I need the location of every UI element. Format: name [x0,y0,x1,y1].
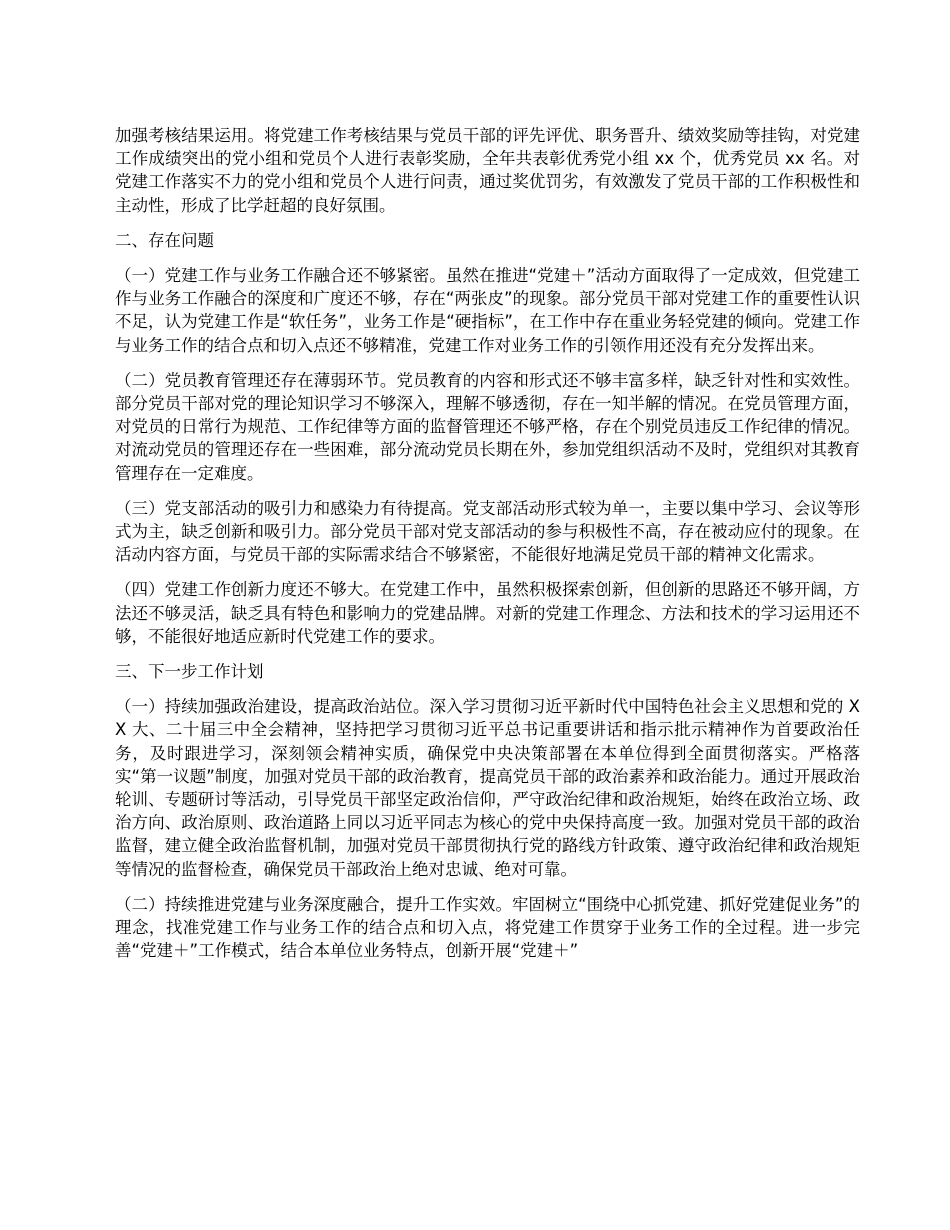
paragraph-problem-1: （一）党建工作与业务工作融合还不够紧密。虽然在推进“党建＋”活动方面取得了一定成效，但党建工作与业务工作融合的深度和广度还不够，存在“两张皮”的现象。部分党员干部对党建工作的重要性认识不足，认为党建工作是“软任务”，业务工作是“硬指标”，在工作中存在重业务轻党建的倾向。党建工作与业务工作的结合点和切入点还不够精准，党建工作对业务工作的引领作用还没有充分发挥出来。 [115,266,860,355]
paragraph-plan-2: （二）持续推进党建与业务深度融合，提升工作实效。牢固树立“围绕中心抓党建、抓好党建促业务”的理念，找准党建工作与业务工作的结合点和切入点，将党建工作贯穿于业务工作的全过程。进一步完善“党建＋”工作模式，结合本单位业务特点，创新开展“党建＋” [115,894,860,961]
paragraph-problem-3: （三）党支部活动的吸引力和感染力有待提高。党支部活动形式较为单一，主要以集中学习、会议等形式为主，缺乏创新和吸引力。部分党员干部对党支部活动的参与积极性不高，存在被动应付的现象。在活动内容方面，与党员干部的实际需求结合不够紧密，不能很好地满足党员干部的精神文化需求。 [115,498,860,565]
section-heading-problems: 二、存在问题 [115,230,214,250]
paragraph-problem-4: （四）党建工作创新力度还不够大。在党建工作中，虽然积极探索创新，但创新的思路还不够开阔，方法还不够灵活，缺乏具有特色和影响力的党建品牌。对新的党建工作理念、方法和技术的学习运用还不够，不能很好地适应新时代党建工作的要求。 [115,580,860,646]
paragraph-assessment-results: 加强考核结果运用。将党建工作考核结果与党员干部的评先评优、职务晋升、绩效奖励等挂钩，对党建工作成绩突出的党小组和党员个人进行表彰奖励，全年共表彰优秀党小组 xx 个，优秀党员 xx 名。对党建工作落实不力的党小组和党员个人进行问责，通过奖优罚劣，有效激发了党员干部的工作积极性和主动性，形成了比学赶超的良好氛围。 [115,126,860,215]
section-heading-next-plan: 三、下一步工作计划 [115,662,264,682]
document-page [115,124,860,975]
paragraph-problem-2: （二）党员教育管理还存在薄弱环节。党员教育的内容和形式还不够丰富多样，缺乏针对性和实效性。部分党员干部对党的理论知识学习不够深入，理解不够透彻，存在一知半解的情况。在党员管理方面，对党员的日常行为规范、工作纪律等方面的监督管理还不够严格，存在个别党员违反工作纪律的情况。对流动党员的管理还存在一些困难，部分流动党员长期在外，参加党组织活动不及时，党组织对其教育管理存在一定难度。 [115,370,860,483]
paragraph-plan-1: （一）持续加强政治建设，提高政治站位。深入学习贯彻习近平新时代中国特色社会主义思想和党的 XX 大、二十届三中全会精神，坚持把学习贯彻习近平总书记重要讲话和指示批示精神作为首要政治任务，及时跟进学习，深刻领会精神实质，确保党中央决策部署在本单位得到全面贯彻落实。严格落实“第一议题”制度，加强对党员干部的政治教育，提高党员干部的政治素养和政治能力。通过开展政治轮训、专题研讨等活动，引导党员干部坚定政治信仰，严守政治纪律和政治规矩，始终在政治立场、政治方向、政治原则、政治道路上同以习近平同志为核心的党中央保持高度一致。加强对党员干部的政治监督，建立健全政治监督机制，加强对党员干部贯彻执行党的路线方针政策、遵守政治纪律和政治规矩等情况的监督检查，确保党员干部政治上绝对忠诚、绝对可靠。 [115,697,860,879]
